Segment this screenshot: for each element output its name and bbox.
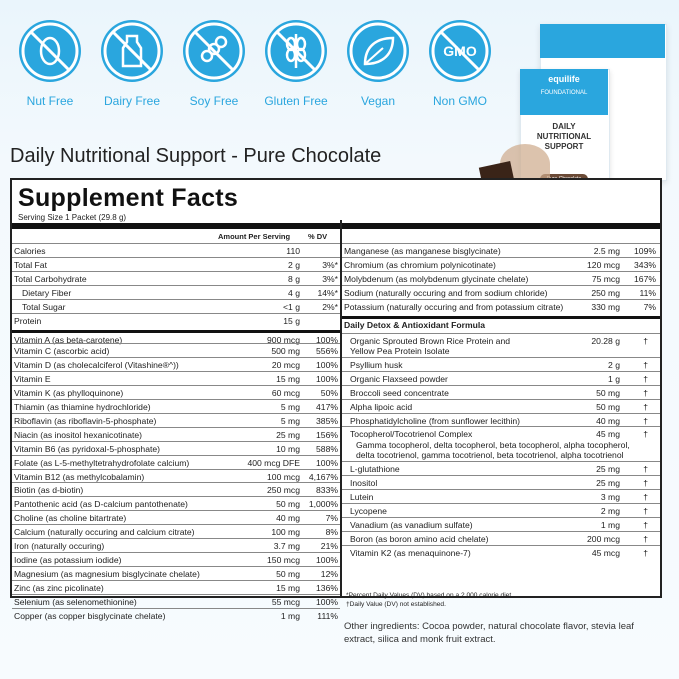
footnotes [346,591,513,609]
nutrient-dv: 11% [639,287,656,298]
nutrient-dv: 136% [316,582,338,593]
nutrient-name: Choline (as choline bitartrate) [14,513,127,524]
nutrient-dv: 100% [316,596,338,607]
nutrient-dv: 7% [643,301,656,312]
blend-row [342,371,660,386]
ingredient-amount: 50 mg [596,401,620,412]
footnote-dv: *Percent Daily Values (DV) based on a 2,000 calorie diet. [346,592,514,599]
nutrient-dv: 417% [316,402,338,412]
nutrient-name: Total Carbohydrate [14,273,87,284]
nutrient-dv: 100% [316,360,338,371]
nutrient-amount: 100 mg [271,527,300,538]
heading-bar [12,223,660,229]
nutrient-dv: 8% [325,527,338,538]
nutrient-amount: 100 mcg [267,471,300,482]
blend-row [342,475,660,490]
nutrient-dv: 343% [634,259,656,270]
ingredient-dv: † [643,373,648,384]
blend-title: Daily Detox & Antioxidant Formula [344,319,486,330]
badge-label: Gluten Free [264,94,328,108]
ingredient-dv: † [643,492,648,503]
nutrient-name: Calcium (naturally occuring and calcium citrate) [14,527,195,538]
ingredient-amount: 1 g [608,373,620,384]
ingredient-detail: Yellow Pea Protein Isolate [350,346,450,356]
nutrient-name: Vitamin E [14,374,51,385]
facts-heading: Supplement Facts [18,184,239,212]
ingredient-name: Boron (as boron amino acid chelate) [350,533,489,544]
nutrient-name: Total Fat [14,259,47,270]
ingredient-dv: † [643,359,648,370]
blend-row [342,531,660,546]
nutrient-name: Molybdenum (as molybdenum glycinate chelate) [344,273,529,284]
badge-gluten-free [260,20,332,108]
badges-row [14,20,534,130]
ingredient-amount: 45 mg [596,429,620,440]
ingredient-dv: † [643,547,648,558]
ingredient-amount: 45 mcg [591,547,620,558]
ingredient-name: Psyllium husk [350,359,403,370]
product-brand: equilife [548,74,580,84]
nutrient-dv: 2%* [322,301,338,312]
blend-row [342,545,660,560]
nutrient-name: Protein [14,315,42,326]
badge-dairy-free [96,20,168,108]
blend-row [342,461,660,476]
ingredient-name: Phosphatidylcholine (from sunflower lecithin) [350,415,521,426]
blend-row [342,503,660,518]
ingredient-detail: Gamma tocopherol, delta tocopherol, beta tocopherol, alpha tocopherol, [356,439,630,450]
nutrient-dv: 12% [320,568,338,579]
badge-label: Dairy Free [103,94,160,108]
blend-row [342,413,660,428]
nutrient-amount: 400 mcg DFE [247,457,300,468]
nutrient-name: Thiamin (as thiamine hydrochloride) [14,402,151,412]
nut-free-icon [19,20,81,82]
ingredient-dv: † [643,478,648,489]
soy-free-icon [183,20,245,82]
nutrient-name: Potassium (naturally occuring and from potassium citrate) [344,301,564,312]
badge-vegan [342,20,414,108]
gmo-icon-text: GMO [443,43,477,59]
nutrient-name: Calories [14,246,46,256]
nutrient-dv: 7% [325,513,338,524]
nutrient-name: Vitamin A (as beta-carotene) [14,334,123,345]
ingredient-amount: 50 mg [596,387,620,398]
ingredient-name: L-glutathione [350,464,400,475]
ingredient-name: Alpha lipoic acid [350,401,413,412]
ingredient-name: Lycopene [350,506,387,516]
nutrient-dv: 3%* [322,259,338,270]
blend-row [342,333,660,358]
nutrient-amount: 900 mcg [267,334,300,345]
blend-row [342,517,660,532]
dairy-free-icon [101,20,163,82]
ingredient-dv: † [643,506,648,516]
nutrient-amount: 5 mg [280,402,300,412]
badge-label: Vegan [360,94,396,108]
nutrient-name: Folate (as L-5-methyltetrahydrofolate calcium) [14,457,190,468]
ingredient-name: Tocopherol/Tocotrienol Complex [350,429,473,440]
ingredient-name: Organic Sprouted Brown Rice Protein and [350,335,511,346]
product-line: FOUNDATIONAL [540,90,588,96]
blend-bar [342,316,660,319]
nutrient-amount: 8 g [288,273,300,284]
nutrient-dv: 100% [316,374,338,385]
nutrient-dv: 556% [316,346,338,357]
nutrient-dv: 167% [634,273,656,284]
nutrient-name: Selenium (as selenomethionine) [14,596,137,607]
nutrient-name: Vitamin D (as cholecalciferol (Vitashine®^)) [14,360,179,371]
nutrient-amount: 60 mcg [271,388,300,399]
blend-row [342,385,660,400]
nutrient-name: Vitamin C (ascorbic acid) [14,346,110,357]
blend-row [342,399,660,414]
gmo-icon [429,20,491,82]
nutrient-name: Copper (as copper bisglycinate chelate) [14,610,166,621]
nutrient-name: Niacin (as inositol hexanicotinate) [14,429,143,440]
nutrient-dv: 385% [316,415,338,426]
nutrient-name: Pantothenic acid (as D-calcium pantothenate) [14,499,188,510]
badge-soy-free [178,20,250,108]
nutrient-name: Vitamin K (as phylloquinone) [14,388,124,399]
nutrient-name: Riboflavin (as riboflavin-5-phosphate) [14,415,157,426]
nutrient-amount: 15 mg [276,374,300,385]
ingredient-amount: 25 mg [596,478,620,489]
nutrient-dv: 156% [316,429,338,440]
nutrient-dv: 50% [320,388,338,399]
nutrient-dv: 100% [316,554,338,565]
nutrient-amount: 40 mg [276,513,300,524]
ingredient-name: Organic Flaxseed powder [350,373,448,384]
page-title: Daily Nutritional Support - Pure Chocolate [10,145,382,167]
nutrient-amount: 1 mg [280,610,300,621]
nutrient-amount: 250 mg [591,287,620,298]
ingredient-amount: 25 mg [596,464,620,475]
ingredient-detail: delta tocotrienol, gamma tocotrienol, beta tocotrienol, alpha tocotrienol [356,450,624,461]
ingredient-dv: † [643,335,648,346]
nutrient-name: Zinc (as zinc picolinate) [14,582,104,593]
nutrient-dv: 111% [317,610,338,621]
nutrient-dv: 588% [316,443,338,454]
ingredient-amount: 2 mg [600,506,620,516]
ingredient-dv: † [643,464,648,475]
nutrient-amount: 110 [286,246,300,256]
nutrient-amount: 150 mcg [267,554,300,565]
serving-size: Serving Size 1 Packet (29.8 g) [18,213,127,222]
other-ingredients: Other ingredients: Cocoa powder, natural chocolate flavor, stevia leaf extract, silica and monk fruit extract. [344,621,634,645]
ingredient-dv: † [643,533,648,544]
nutrient-name: Manganese (as manganese bisglycinate) [344,246,501,256]
nutrient-amount: 330 mg [591,301,620,312]
nutrient-amount: 15 g [283,315,300,326]
nutrient-amount: 20 mcg [271,360,300,371]
nutrient-amount: 50 mg [276,499,300,510]
nutrient-amount: 75 mcg [591,273,620,284]
ingredient-dv: † [643,401,648,412]
blend-row [342,357,660,372]
ingredient-dv: † [643,429,648,440]
ingredient-amount: 40 mg [596,415,620,426]
nutrient-name: Sodium (naturally occuring and from sodium chloride) [344,287,548,298]
dv-header: % DV [308,232,328,241]
nutrient-amount: 250 mcg [267,485,300,496]
ingredient-name: Lutein [350,492,374,503]
nutrient-row [12,313,340,330]
nutrient-name: Vitamin B6 (as pyridoxal-5-phosphate) [14,443,161,454]
nutrient-dv: 833% [316,485,338,496]
nutrient-name: Iodine (as potassium iodide) [14,554,122,565]
nutrient-name: Chromium (as chromium polynicotinate) [344,259,496,270]
nutrient-dv: 4,167% [308,471,338,482]
nutrient-name: Total Sugar [22,301,66,312]
nutrient-row [12,608,340,625]
badge-nut-free [14,20,86,108]
nutrient-amount: 3.7 mg [273,541,300,551]
nutrient-amount: 4 g [288,287,300,298]
gluten-free-icon [265,20,327,82]
nutrient-name: Vitamin B12 (as methylcobalamin) [14,471,145,482]
supplement-facts-panel [10,178,662,621]
nutrient-dv: 1,000% [308,499,338,510]
ingredient-dv: † [643,415,648,426]
ingredient-dv: † [643,387,648,398]
ingredient-name: Vanadium (as vanadium sulfate) [350,519,473,530]
nutrient-amount: 55 mcg [271,596,300,607]
nutrient-amount: 120 mcg [587,259,620,270]
badge-label: Non GMO [432,94,487,108]
nutrient-dv: 3%* [322,273,338,284]
blend-row [342,426,660,462]
ingredient-amount: 2 g [608,359,620,370]
ingredient-name: Inositol [350,478,378,489]
badge-non-gmo [424,20,496,108]
nutrient-amount: 25 mg [276,429,300,440]
nutrient-amount: <1 g [283,301,300,312]
nutrient-amount: 15 mg [276,582,300,593]
nutrient-dv: 109% [634,246,656,256]
nutrient-dv: 21% [320,541,338,551]
nutrient-name: Dietary Fiber [22,287,72,298]
nutrient-amount: 10 mg [276,443,300,454]
nutrient-dv: 100% [316,334,338,345]
nutrient-amount: 2.5 mg [593,246,620,256]
nutrient-dv: 14%* [317,287,338,298]
amount-header: Amount Per Serving [218,232,291,241]
nutrient-name: Magnesium (as magnesium bisglycinate chelate) [14,568,200,579]
badge-label: Nut Free [26,94,74,108]
blend-row [342,489,660,504]
nutrient-row [342,299,660,316]
ingredient-amount: 20.28 g [591,335,620,346]
vegan-leaf-icon [347,20,409,82]
nutrient-dv: 100% [316,457,338,468]
footnote-dagger: †Daily Value (DV) not established. [346,601,446,608]
nutrient-amount: 500 mg [271,346,300,357]
nutrient-amount: 5 mg [280,415,300,426]
ingredient-name: Broccoli seed concentrate [350,387,449,398]
ingredient-amount: 200 mcg [587,533,620,544]
nutrient-amount: 50 mg [276,568,300,579]
nutrient-name: Iron (naturally occuring) [14,541,105,551]
ingredient-dv: † [643,519,648,530]
nutrient-name: Biotin (as d-biotin) [14,485,84,496]
ingredient-amount: 1 mg [600,519,620,530]
ingredient-name: Vitamin K2 (as menaquinone-7) [350,547,471,558]
ingredient-amount: 3 mg [600,492,620,503]
badge-label: Soy Free [189,94,239,108]
product-name: DAILY NUTRITIONAL SUPPORT [536,122,592,151]
nutrient-amount: 2 g [288,259,300,270]
